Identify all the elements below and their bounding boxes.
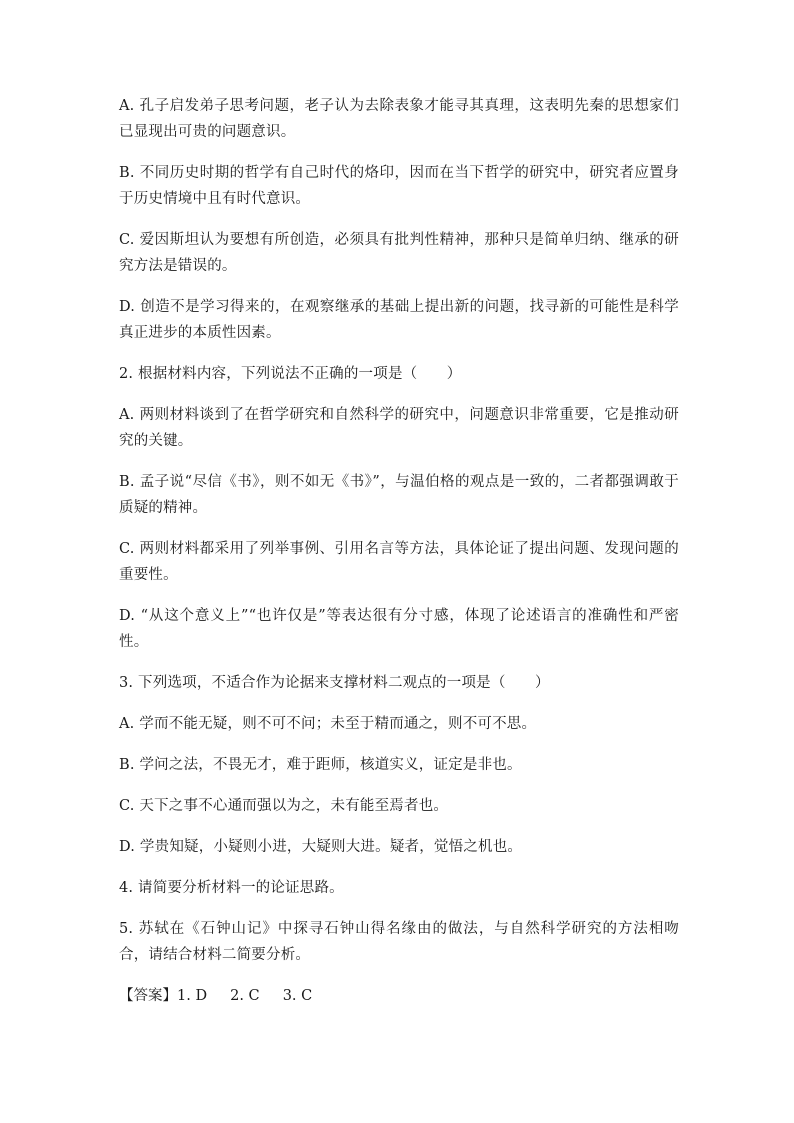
- q3-option-c: C. 天下之事不心通而强以为之，未有能至焉者也。: [119, 798, 449, 814]
- q5-stem: 5. 苏轼在《石钟山记》中探寻石钟山得名缘由的做法，与自然科学研究的方法相吻合，请结合材料二简要分析。: [119, 921, 679, 963]
- q2-option-a: A. 两则材料谈到了在哲学研究和自然科学的研究中，问题意识非常重要，它是推动研究的关键。: [119, 407, 679, 449]
- q2-option-c: C. 两则材料都采用了列举事例、引用名言等方法，具体论证了提出问题、发现问题的重要性。: [119, 541, 679, 583]
- q2-option-b: B. 孟子说“尽信《书》，则不如无《书》”，与温伯格的观点是一致的，二者都强调敢于质疑的精神。: [119, 474, 679, 516]
- q1-option-d: D. 创造不是学习得来的，在观察继承的基础上提出新的问题，找寻新的可能性是科学真正进步的本质性因素。: [119, 299, 679, 341]
- answer-label: 【答案】: [119, 988, 177, 1004]
- document-content: [119, 93, 679, 1009]
- q2-option-d: D. “从这个意义上”“也许仅是”等表达很有分寸感，体现了论述语言的准确性和严密性。: [119, 608, 679, 650]
- q3-stem: 3. 下列选项，不适合作为论据来支撑材料二观点的一项是（ ）: [119, 675, 550, 691]
- q1-option-c: C. 爱因斯坦认为要想有所创造，必须具有批判性精神，那种只是简单归纳、继承的研究方法是错误的。: [119, 232, 679, 274]
- answer-line: [119, 983, 679, 1009]
- q2-stem: 2. 根据材料内容，下列说法不正确的一项是（ ）: [119, 366, 462, 382]
- q3-option-d: D. 学贵知疑，小疑则小进，大疑则大进。疑者，觉悟之机也。: [119, 839, 523, 855]
- q1-option-b: B. 不同历史时期的哲学有自己时代的烙印，因而在当下哲学的研究中，研究者应置身于历史情境中且有时代意识。: [119, 165, 679, 207]
- q4-stem: 4. 请简要分析材料一的论证思路。: [119, 880, 344, 896]
- q3-option-b: B. 学问之法，不畏无才，难于距师，核道实义，证定是非也。: [119, 757, 522, 773]
- answer-items: 1. D 2. C 3. C: [177, 988, 313, 1004]
- q1-option-a: A. 孔子启发弟子思考问题，老子认为去除表象才能寻其真理，这表明先秦的思想家们已显现出可贵的问题意识。: [119, 98, 679, 140]
- q3-option-a: A. 学而不能无疑，则不可不问；未至于精而通之，则不可不思。: [119, 716, 537, 732]
